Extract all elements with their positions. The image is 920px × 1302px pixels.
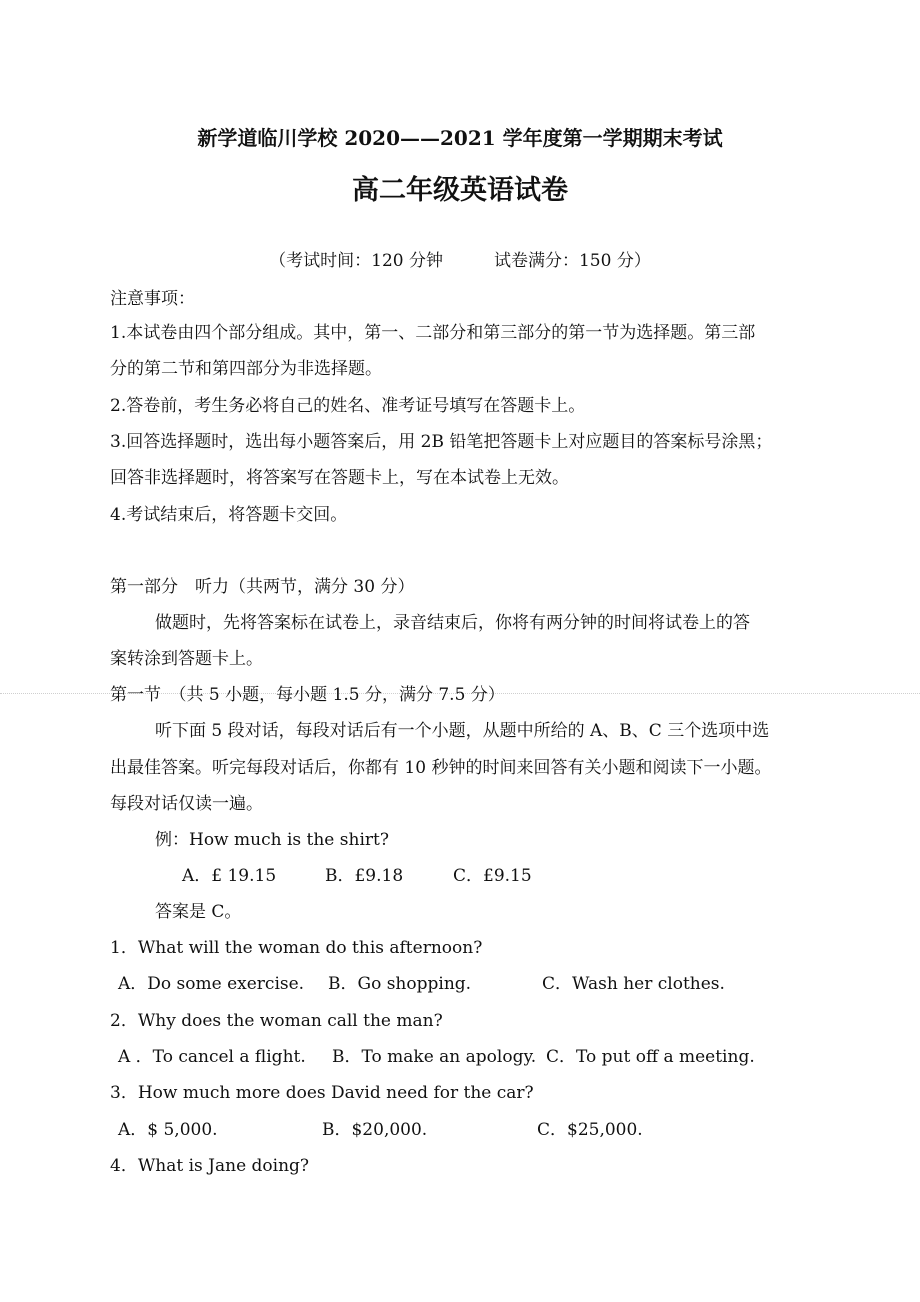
exam-info: （考试时间：120 分钟 试卷满分：150 分） [269, 251, 651, 271]
question-stem: 2．Why does the woman call the man? [110, 1011, 443, 1031]
note-line: 回答非选择题时，将答案写在答题卡上，写在本试卷上无效。 [110, 468, 569, 488]
note-line: 3.回答选择题时，选出每小题答案后，用 2B 铅笔把答题卡上对应题目的答案标号涂黑； [110, 432, 773, 452]
option-a: A．$ 5,000. [118, 1120, 218, 1140]
option-c: C．To put off a meeting. [546, 1047, 755, 1067]
option-c: C．$25,000. [537, 1120, 643, 1140]
note-line: 分的第二节和第四部分为非选择题。 [110, 359, 382, 379]
example-option-b: B．£9.18 [325, 866, 404, 886]
option-b: B．Go shopping. [328, 974, 472, 994]
note-line: 2.答卷前，考生务必将自己的姓名、准考证号填写在答题卡上。 [110, 396, 586, 416]
section1-heading: 第一节 （共 5 小题，每小题 1.5 分，满分 7.5 分） [110, 685, 505, 705]
option-c: C．Wash her clothes. [542, 974, 725, 994]
section1-instruction: 出最佳答案。听完每段对话后，你都有 10 秒钟的时间来回答有关小题和阅读下一小题。 [110, 758, 772, 778]
section1-instruction: 每段对话仅读一遍。 [110, 794, 263, 814]
example-question: 例：How much is the shirt? [155, 830, 389, 850]
question-stem: 4．What is Jane doing? [110, 1156, 310, 1176]
option-a: A ．To cancel a flight. [118, 1047, 306, 1067]
section1-instruction: 听下面 5 段对话，每段对话后有一个小题，从题中所给的 A、B、C 三个选项中选 [155, 721, 770, 741]
option-b: B．To make an apology. [332, 1047, 537, 1067]
example-option-c: C．£9.15 [453, 866, 532, 886]
question-stem: 1．What will the woman do this afternoon? [110, 938, 483, 958]
note-line: 4.考试结束后，将答题卡交回。 [110, 505, 348, 525]
note-line: 1.本试卷由四个部分组成。其中，第一、二部分和第三部分的第一节为选择题。第三部 [110, 323, 756, 343]
part1-instruction: 案转涂到答题卡上。 [110, 649, 263, 669]
option-a: A．Do some exercise. [118, 974, 305, 994]
notes-heading: 注意事项： [110, 289, 195, 309]
question-stem: 3．How much more does David need for the car? [110, 1083, 534, 1103]
exam-title: 高二年级英语试卷 [352, 175, 568, 206]
part1-heading: 第一部分 听力（共两节，满分 30 分） [110, 577, 415, 597]
option-b: B．$20,000. [322, 1120, 428, 1140]
part1-instruction: 做题时，先将答案标在试卷上，录音结束后，你将有两分钟的时间将试卷上的答 [155, 613, 750, 633]
example-option-a: A．£ 19.15 [182, 866, 277, 886]
school-title: 新学道临川学校 2020——2021 学年度第一学期期末考试 [197, 126, 723, 150]
example-answer: 答案是 C。 [155, 902, 242, 922]
